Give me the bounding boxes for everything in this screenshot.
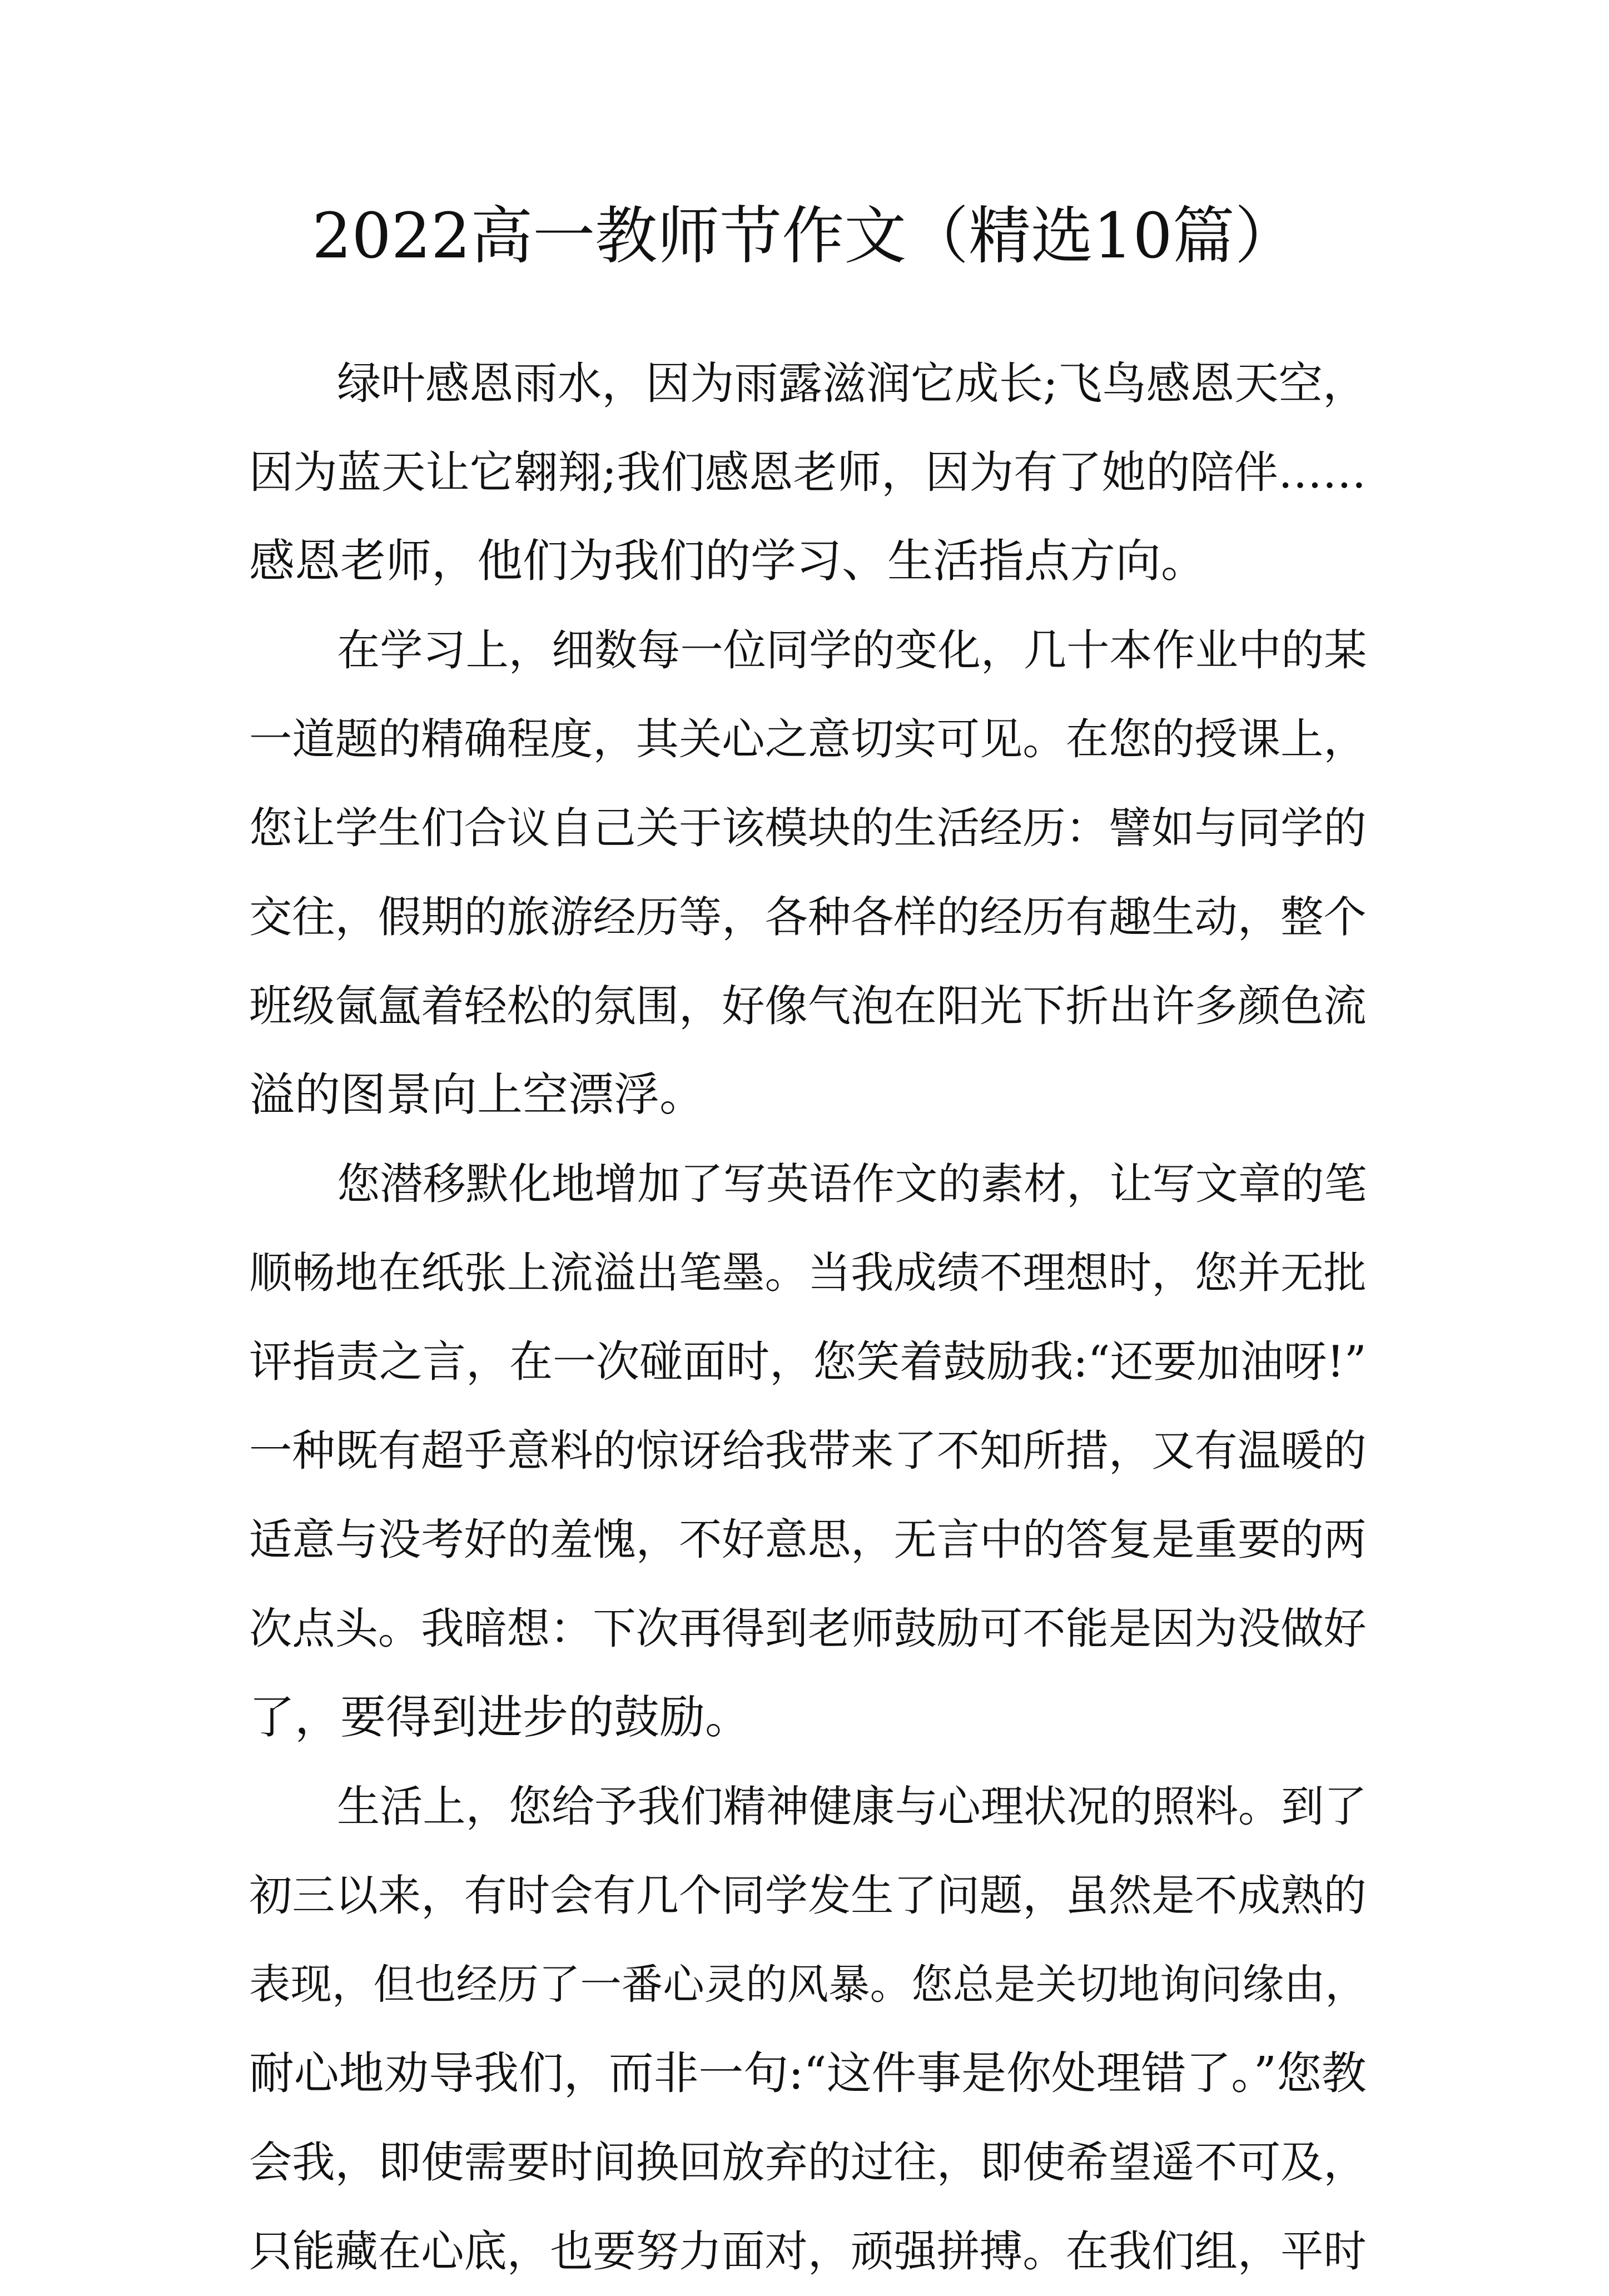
text-line: 评指责之言，在一次碰面时，您笑着鼓励我:“还要加油呀!” bbox=[249, 1337, 1367, 1387]
text-line: 一道题的精确程度，其关心之意切实可见。在您的授课上， bbox=[249, 714, 1367, 764]
text-line: 您让学生们合议自己关于该模块的生活经历：譬如与同学的 bbox=[249, 803, 1367, 853]
text-line: 在学习上，细数每一位同学的变化，几十本作业中的某 bbox=[337, 625, 1367, 675]
document-title: 2022高一教师节作文（精选10篇） bbox=[312, 200, 1297, 272]
text-line: 适意与没考好的羞愧，不好意思，无言中的答复是重要的两 bbox=[249, 1515, 1367, 1565]
text-line: 表现，但也经历了一番心灵的风暴。您总是关切地询问缘由， bbox=[249, 1960, 1367, 2009]
text-line: 班级氤氲着轻松的氛围，好像气泡在阳光下折出许多颜色流 bbox=[249, 981, 1367, 1031]
text-line: 感恩老师，他们为我们的学习、生活指点方向。 bbox=[249, 535, 1207, 588]
text-line: 耐心地劝导我们，而非一句:“这件事是你处理错了。”您教 bbox=[249, 2047, 1367, 2100]
text-line: 只能藏在心底，也要努力面对，顽强拼搏。在我们组，平时 bbox=[249, 2227, 1367, 2277]
text-line: 交往，假期的旅游经历等，各种各样的经历有趣生动，整个 bbox=[249, 892, 1367, 942]
text-line: 绿叶感恩雨水，因为雨露滋润它成长;飞鸟感恩天空， bbox=[337, 357, 1367, 409]
document-body bbox=[249, 339, 1372, 2296]
text-line: 您潜移默化地增加了写英语作文的素材，让写文章的笔 bbox=[337, 1159, 1367, 1209]
text-line: 次点头。我暗想：下次再得到老师鼓励可不能是因为没做好 bbox=[249, 1604, 1367, 1654]
text-line: 会我，即使需要时间换回放弃的过往，即使希望遥不可及， bbox=[249, 2138, 1367, 2188]
text-line: 了，要得到进步的鼓励。 bbox=[249, 1691, 751, 1744]
text-line: 因为蓝天让它翱翔;我们感恩老师，因为有了她的陪伴…… bbox=[249, 446, 1367, 498]
text-line: 顺畅地在纸张上流溢出笔墨。当我成绩不理想时，您并无批 bbox=[249, 1248, 1367, 1298]
text-line: 溢的图景向上空漂浮。 bbox=[249, 1069, 706, 1121]
text-line: 生活上，您给予我们精神健康与心理状况的照料。到了 bbox=[337, 1782, 1367, 1832]
text-line: 一种既有超乎意料的惊讶给我带来了不知所措，又有温暖的 bbox=[249, 1426, 1367, 1476]
text-line: 初三以来，有时会有几个同学发生了问题，虽然是不成熟的 bbox=[249, 1871, 1367, 1921]
